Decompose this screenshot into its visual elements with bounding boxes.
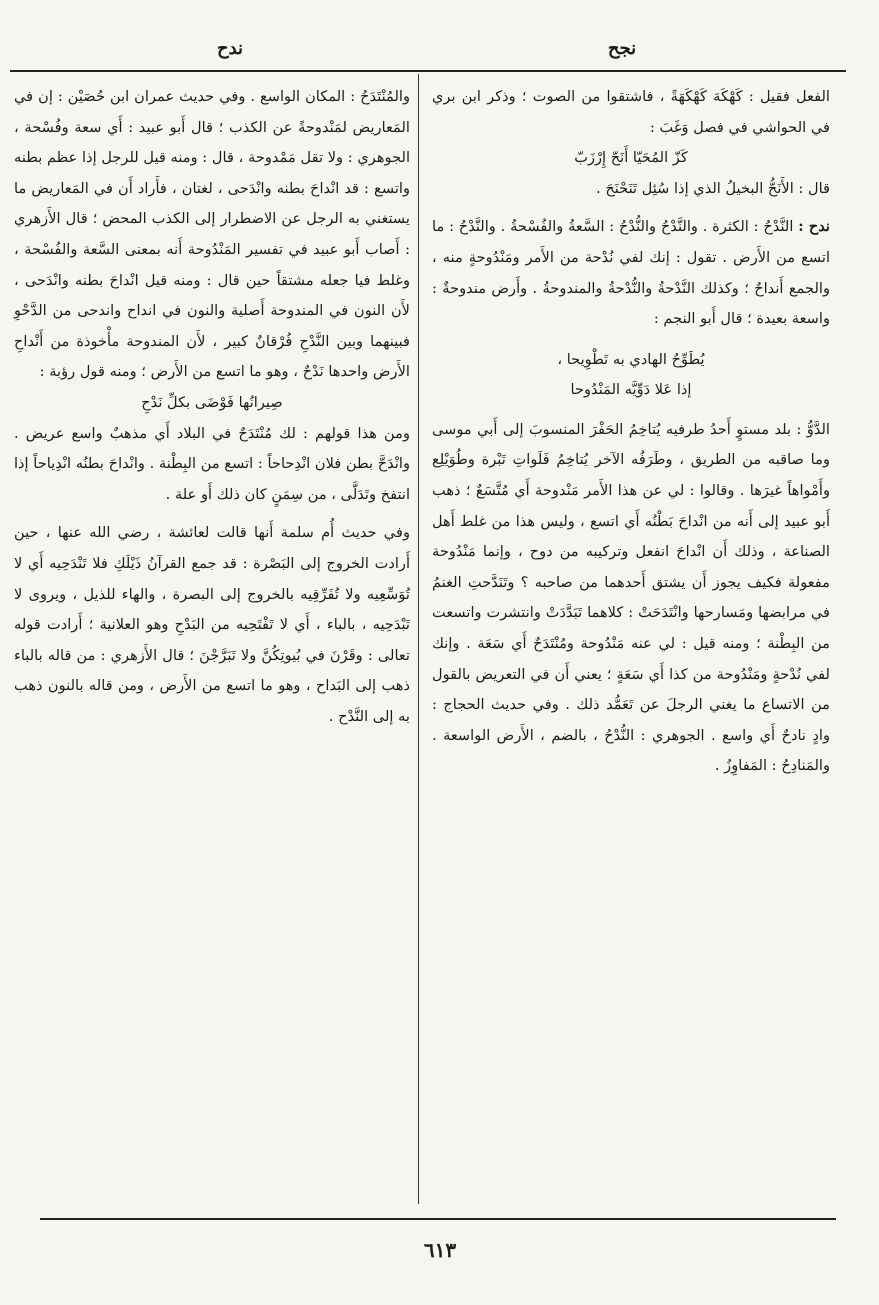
spacer xyxy=(432,204,830,212)
column-divider xyxy=(418,74,419,1204)
header-rule xyxy=(10,70,846,72)
paragraph: والمُنْتَدَحُ : المكان الواسع . وفي حديث عمران ابن حُصَيْن : إن في المَعاريض لمَنْدوحةً عن الكذب ؛ قال أَبو عبيد : أَي سعة وفُسْحة ، الجوهري : ولا تقل مَمْدوحة ، قال : ومنه قيل للرجل إذا عظم بطنه واتسع : قد انْداحَ بطنه وانْدَحى ، لغتان ، فأَراد أَن في المَعاريض ما يستغني به الرجل عن الاضطرار إلى الكذب المحض ؛ قال الأَزهري : أَصاب أَبو عبيد في تفسير المَنْدُوحة أَنه بمعنى السَّعة والفُسْحة ، وغلط فيا جعله مشتقاً حين قال : ومنه قيل انْداحَ بطنه وانْدَحى ، لأَن النون في المندوحة أَصلية والنون في انداح واندحى من الدَّحْوِ فبينهما وبين النَّدْحِ فُرْقانٌ كبير ، لأَن المندوحة مأْخوذة من أَنْداحِ الأَرض واحدها نَدْحٌ ، وهو ما اتسع من الأَرض ؛ ومنه قول رؤبة : xyxy=(14,88,410,381)
paragraph: وفي حديث أُم سلمة أَنها قالت لعائشة ، رضي الله عنها ، حين أَرادت الخروج إلى البَصْرة : قد جمع القرآنُ ذَيْلَكِ فلا تَنْدَحِيه أَي لا تُوَسِّعِيه ولا تُفَرِّقِيه بالخروج إلى البصرة ، والهاء للذيل ، ويروى لا تَبْدَحِيه ، بالباء ، أَي لا تَفْتَحِيه من البَدْحِ وهو العلانية ؛ أَرادت قوله تعالى : وقَرْنَ في بُيوتِكُنَّ ولا تَبَرَّجْنَ ؛ قال الأَزهري : من قاله بالباء ذهب إلى البَداح ، وهو ما اتسع من الأَرض ، ومن قاله بالنون ذهب به إلى النَّدْح . xyxy=(14,524,410,725)
running-header-left: ندح xyxy=(216,38,244,59)
verse-line: يُطَوِّحُ الهادي به تَطْوِيحا ، xyxy=(557,350,705,368)
paragraph: الدَّوُّ : بلد مستوٍ أَحدُ طرفيه يُتاخِمُ الحَفْرَ المنسوبَ إلى أَبي موسى وما صاقبه من الطريق ، وطَرَفُه الآخر يُتاخِمُ فَلَواتِ تَبْرة وطُوَيْلِع وأَمْواهاً غيرَها . وقالوا : لي عن هذا الأَمر مَنْدوحة أَي مُتَّسَعٌ ؛ ذهب أَبو عبيد إلى أَنه من انْداحَ بَطْنُه أَي اتسع ، وليس هذا من غلط أَهل الصناعة ، وذلك أَن انْداحَ انفعل وتركيبه من دوح ، وإنما مَنْدُوحة مفعولة فكيف يجوز أَن يشتق أَحدهما من صاحبه ؟ وتَنَدَّحتِ الغنمُ في مرابضها ومَسارحها وانْتَدَحَتْ : كلاهما تَبَدَّدَتْ وانتشرت واتسعت من البِطْنة ؛ ومنه قيل : لي عنه مَنْدُوحة ومُنْتَدَحٌ أَي سَعَة . وإنك لفي نُدْحةٍ ومَنْدُوحة من كذا أَي سَعَةٍ ؛ يعني أَن في التعريض بالقول من الاتساع ما يغني الرجلَ عن تَعَمُّد ذلك . وفي حديث الحجاج : وادٍ نادحٌ أَي واسع . الجوهري : النُّدْحُ ، بالضم ، الأَرض الواسعة . والمَنادِحُ : المَفاوِزُ . xyxy=(432,420,830,775)
entry-paragraph xyxy=(432,212,830,334)
paragraph: الفعل فقيل : كَهْكَهَ كَهْكَهَةً ، فاشتقوا من الصوت ؛ وذكر ابن بري في الحواشي في فصل وَغَبَ : xyxy=(432,88,830,136)
entry-text: النَّدْحُ : الكثرة . والنَّدْحُ والنُّدْحُ : السَّعةُ والفُسْحةُ . والنَّدْحُ : ما اتسع من الأَرض . تقول : إنك لفي نُدْحة من الأَمر ومَنْدُوحةٍ منه ، والجمع أَنداحٌ ؛ وكذلك النَّدْحةُ والنُّدْحةُ والمندوحةُ . وأَرض مندوحةٌ : واسعة بعيدة ؛ قال أَبو النجم : xyxy=(432,218,830,328)
right-column xyxy=(432,82,830,782)
spacer xyxy=(14,510,410,518)
left-column xyxy=(14,82,410,732)
footer-rule xyxy=(40,1218,836,1220)
verse-line: صِيرانُها فَوْضَى بكلِّ نَدْحِ xyxy=(141,393,283,411)
running-header-right: نجح xyxy=(607,38,637,59)
paragraph: قال : الأَنَحُّ البخيلُ الذي إذا سُئِل تَنَحْنَحَ . xyxy=(596,179,830,197)
page-number: ٦١٣ xyxy=(423,1238,457,1262)
verse-block xyxy=(432,345,830,405)
verse-line: إذا عَلا دَوِّيَّه المَنْدُوحا xyxy=(570,380,692,398)
entry-headword: ندح : xyxy=(798,218,830,236)
paragraph: ومن هذا قولهم : لك مُنْتَدَحٌ في البلاد أَي مذهبٌ واسع عريض . وانْدَحَّ بطن فلان انْدِحاحاً : اتسع من البِطْنة . وانْداحَ بطنُه انْدِياحاً إذا انتفخ وتَدَلَّى ، من سِمَنٍ كان ذلك أَو علة . xyxy=(14,424,410,503)
verse-line: كَزّ المُحَيّا أَنَحّ إِرْزَبّ xyxy=(574,149,688,167)
